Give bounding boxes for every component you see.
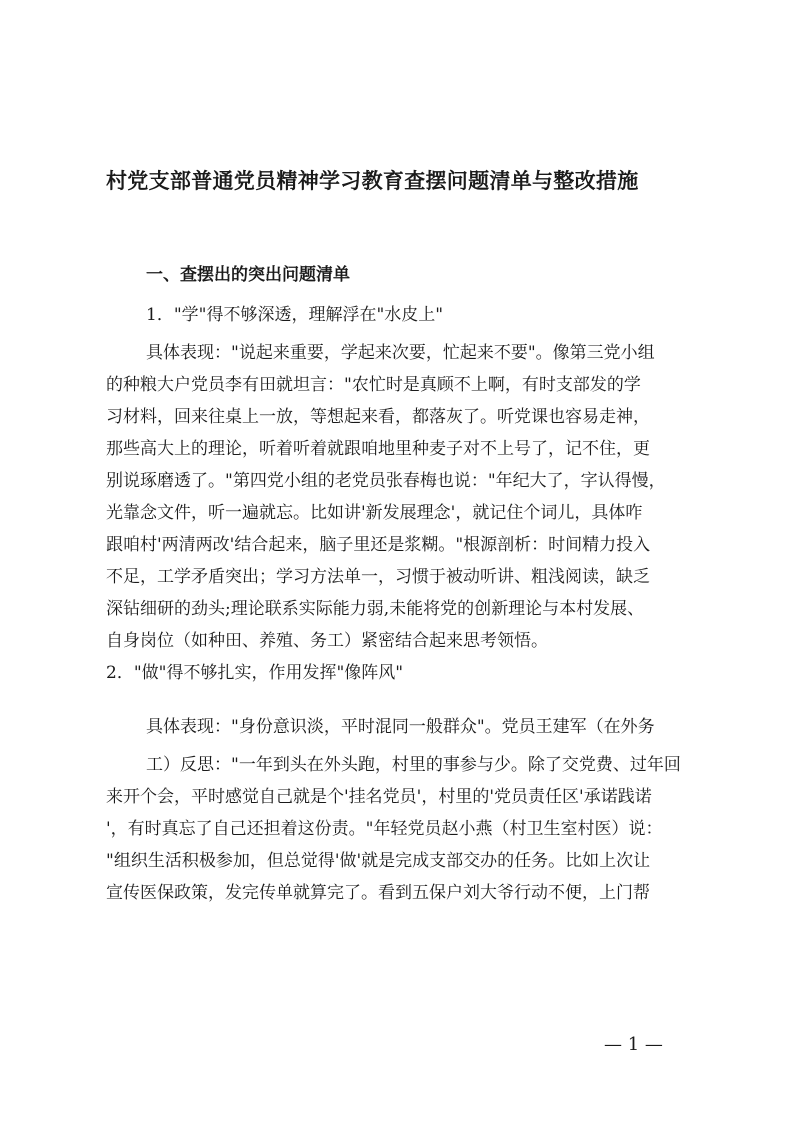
page-number: — 1 —: [604, 1034, 663, 1055]
paragraph-line: 具体表现："说起来重要，学起来次要，忙起来不要"。像第三党小组: [146, 343, 655, 363]
paragraph-line: 那些高大上的理论，听着听着就跟咱地里种麦子对不上号了，记不住，更: [106, 439, 650, 459]
paragraph-line: 不足，工学矛盾突出；学习方法单一，习惯于被动听讲、粗浅阅读，缺乏: [106, 567, 650, 587]
paragraph-line: '，有时真忘了自己还担着这份责。"年轻党员赵小燕（村卫生室村医）说：: [106, 819, 663, 839]
paragraph-line: 自身岗位（如种田、养殖、务工）紧密结合起来思考领悟。: [106, 631, 548, 651]
paragraph-line: 的种粮大户党员李有田就坦言："农忙时是真顾不上啊，有时支部发的学: [106, 375, 641, 395]
paragraph-line: 光靠念文件，听一遍就忘。比如讲'新发展理念'，就记住个词儿，具体咋: [106, 503, 643, 523]
paragraph-line: 跟咱村'两清两改'结合起来，脑子里还是浆糊。"根源剖析：时间精力投入: [106, 535, 651, 555]
paragraph-line: 别说琢磨透了。"第四党小组的老党员张春梅也说："年纪大了，字认得慢，: [106, 471, 666, 491]
paragraph-line: 习材料，回来往桌上一放，等想起来看，都落灰了。听党课也容易走神，: [106, 407, 650, 427]
paragraph-line: 来开个会，平时感觉自己就是个'挂名党员'，村里的'党员责任区'承诺践诺: [106, 787, 652, 807]
paragraph-line: 宣传医保政策，发完传单就算完了。看到五保户刘大爷行动不便，上门帮: [106, 883, 650, 903]
document-title: 村党支部普通党员精神学习教育查摆问题清单与整改措施: [106, 169, 639, 193]
paragraph-line: 2．"做"得不够扎实，作用发挥"像阵风": [106, 663, 404, 683]
subheading-2: 具体表现："身份意识淡，平时混同一般群众"。党员王建军（在外务: [146, 717, 655, 737]
paragraph-line: 工）反思："一年到头在外头跑，村里的事参与少。除了交党费、过年回: [146, 755, 681, 775]
paragraph-line: "组织生活积极参加，但总觉得'做'就是完成支部交办的任务。比如上次让: [106, 851, 651, 871]
subheading-1: 1．"学"得不够深透，理解浮在"水皮上": [146, 305, 444, 325]
paragraph-line: 深钻细研的劲头;理论联系实际能力弱,未能将党的创新理论与本村发展、: [106, 599, 645, 619]
section-heading: 一、查摆出的突出问题清单: [146, 265, 350, 285]
